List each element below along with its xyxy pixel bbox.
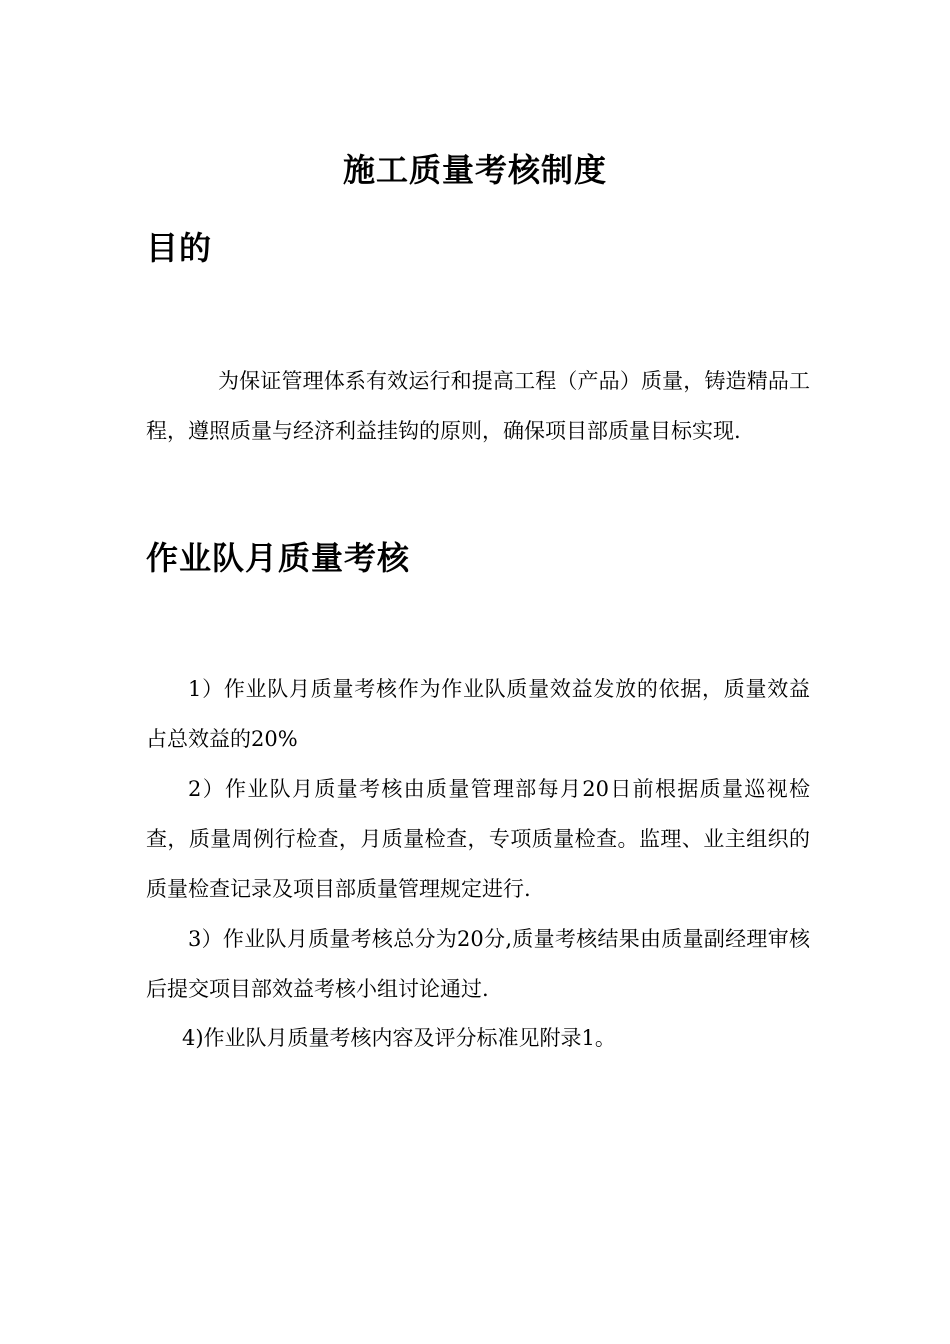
document-title: 施工质量考核制度 [342, 151, 607, 189]
assessment-item-2: 2）作业队月质量考核由质量管理部每月20日前根据质量巡视检查，质量周例行检查，月质量检查，专项质量检查。监理、业主组织的质量检查记录及项目部质量管理规定进行. [146, 777, 810, 901]
purpose-paragraph: 为保证管理体系有效运行和提高工程（产品）质量，铸造精品工程，遵照质量与经济利益挂钩的原则，确保项目部质量目标实现. [146, 369, 810, 443]
section-heading-monthly-assessment: 作业队月质量考核 [146, 539, 411, 577]
assessment-item-3: 3）作业队月质量考核总分为20分,质量考核结果由质量副经理审核后提交项目部效益考核小组讨论通过. [146, 927, 810, 1001]
assessment-item-1: 1）作业队月质量考核作为作业队质量效益发放的依据，质量效益占总效益的20% [146, 677, 810, 751]
section-heading-purpose: 目的 [146, 229, 213, 267]
assessment-item-4: 4)作业队月质量考核内容及评分标准见附录1。 [182, 1026, 616, 1050]
